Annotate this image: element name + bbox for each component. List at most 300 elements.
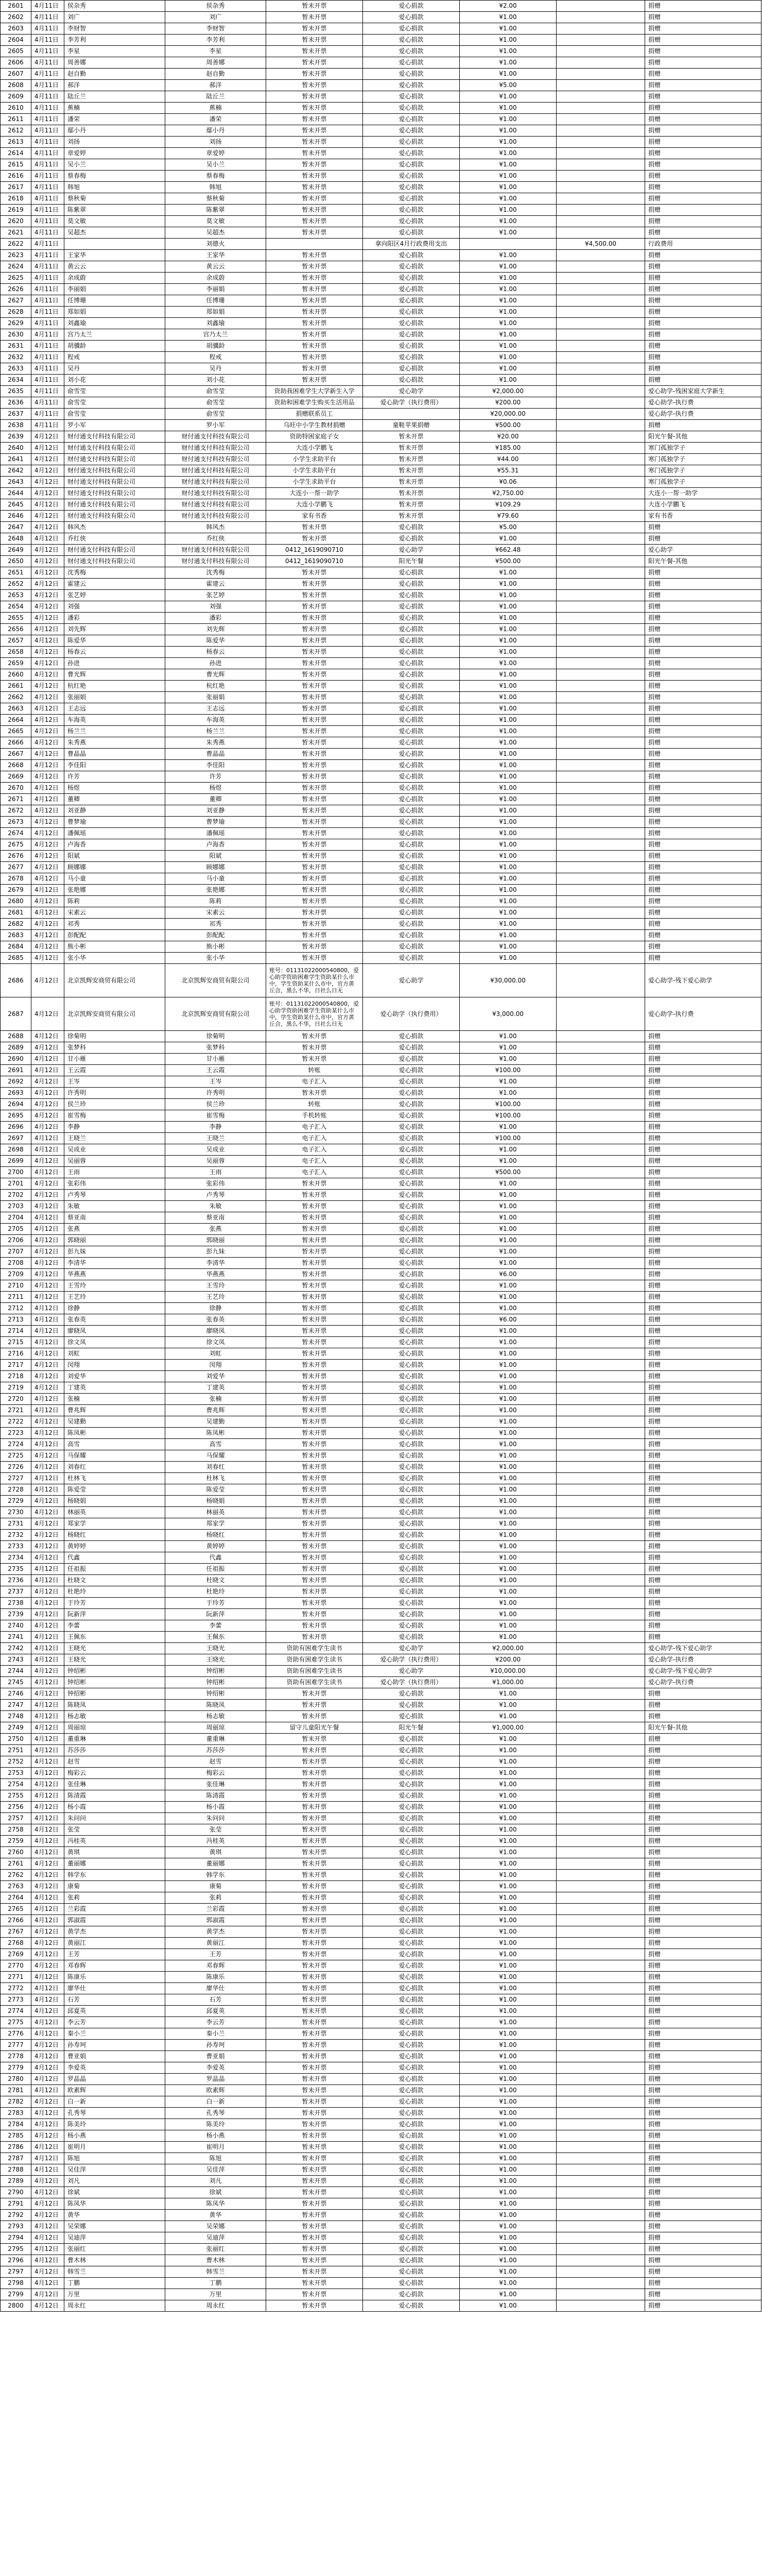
income-amount: ¥1.00 <box>460 1734 557 1745</box>
expense-amount <box>557 1688 645 1700</box>
income-amount: ¥1.00 <box>460 930 557 941</box>
payer-name: 黄云云 <box>64 261 165 273</box>
row-number: 2620 <box>1 216 31 227</box>
income-amount: ¥1.00 <box>460 1858 557 1870</box>
donor-name: 王志远 <box>165 703 266 715</box>
project-name: 捐赠 <box>645 1031 761 1042</box>
row-number: 2796 <box>1 2255 31 2266</box>
donor-name: 杨晓红 <box>165 1530 266 1541</box>
expense-amount <box>557 1700 645 1711</box>
payer-name: 刘小花 <box>64 375 165 386</box>
project-name: 捐赠 <box>645 352 761 363</box>
income-amount: ¥500.00 <box>460 1167 557 1178</box>
table-row <box>1 2130 761 2142</box>
payer-name: 李清华 <box>64 1258 165 1269</box>
row-number: 2769 <box>1 1949 31 1960</box>
project-name: 捐赠 <box>645 1394 761 1405</box>
row-date: 4月12日 <box>31 1122 64 1133</box>
expense-amount <box>557 1 645 12</box>
row-number: 2699 <box>1 1156 31 1167</box>
income-amount: ¥1.00 <box>460 1960 557 1972</box>
payer-name: 杨晓娟 <box>64 1496 165 1507</box>
row-number: 2710 <box>1 1280 31 1292</box>
description: 暂未开票 <box>266 2006 363 2017</box>
category: 爱心捐款 <box>363 1144 460 1156</box>
project-name: 捐赠 <box>645 1416 761 1428</box>
row-date: 4月12日 <box>31 1824 64 1836</box>
description: 暂未开票 <box>266 941 363 953</box>
expense-amount <box>557 46 645 57</box>
row-date: 4月12日 <box>31 1405 64 1416</box>
row-date: 4月12日 <box>31 1598 64 1609</box>
income-amount: ¥1.00 <box>460 1144 557 1156</box>
income-amount: ¥5.00 <box>460 522 557 533</box>
donor-name: 财付通支付科技有限公司 <box>165 465 266 477</box>
row-date: 4月12日 <box>31 703 64 715</box>
row-number: 2640 <box>1 443 31 454</box>
income-amount: ¥20.00 <box>460 431 557 443</box>
row-number: 2634 <box>1 375 31 386</box>
project-name: 寒门孤独学子 <box>645 454 761 465</box>
income-amount: ¥1.00 <box>460 1790 557 1802</box>
income-amount: ¥1.00 <box>460 1609 557 1620</box>
income-amount: ¥100.00 <box>460 1099 557 1110</box>
table-row <box>1 1609 761 1620</box>
category: 爱心捐款 <box>363 1881 460 1892</box>
row-date: 4月11日 <box>31 216 64 227</box>
project-name: 捐赠 <box>645 205 761 216</box>
description: 暂未开票 <box>266 669 363 681</box>
project-name: 捐赠 <box>645 1994 761 2006</box>
category: 爱心捐款 <box>363 805 460 817</box>
table-row <box>1 1564 761 1575</box>
row-number: 2698 <box>1 1144 31 1156</box>
category: 暂未开票 <box>363 431 460 443</box>
payer-name: 杨志敏 <box>64 1711 165 1722</box>
row-date: 4月11日 <box>31 137 64 148</box>
expense-amount <box>557 760 645 771</box>
category: 爱心捐款 <box>363 1405 460 1416</box>
description: 暂未开票 <box>266 2062 363 2074</box>
donor-name: 李丽娟 <box>165 284 266 295</box>
description: 暂未开票 <box>266 1711 363 1722</box>
income-amount: ¥1.00 <box>460 2198 557 2210</box>
income-amount: ¥1.00 <box>460 159 557 171</box>
row-number: 2650 <box>1 556 31 567</box>
row-number: 2763 <box>1 1881 31 1892</box>
row-number: 2795 <box>1 2244 31 2255</box>
project-name: 捐赠 <box>645 12 761 23</box>
payer-name: 车海英 <box>64 715 165 726</box>
table-row <box>1 953 761 964</box>
table-row <box>1 760 761 771</box>
expense-amount <box>557 919 645 930</box>
row-date: 4月11日 <box>31 341 64 352</box>
table-row <box>1 1768 761 1779</box>
expense-amount <box>557 692 645 703</box>
category: 爱心捐款 <box>363 885 460 896</box>
project-name: 捐赠 <box>645 1790 761 1802</box>
donor-name: 吴丹 <box>165 363 266 375</box>
row-number: 2753 <box>1 1768 31 1779</box>
row-date: 4月12日 <box>31 1360 64 1371</box>
description: 暂未开票 <box>266 80 363 91</box>
description: 暂未开票 <box>266 171 363 182</box>
expense-amount <box>557 1269 645 1280</box>
description: 转账 <box>266 1099 363 1110</box>
project-name: 捐赠 <box>645 1428 761 1439</box>
payer-name: 周丽琼 <box>64 1722 165 1734</box>
category: 爱心捐款 <box>363 2096 460 2108</box>
row-date: 4月12日 <box>31 1756 64 1768</box>
income-amount: ¥1.00 <box>460 103 557 114</box>
row-number: 2765 <box>1 1904 31 1915</box>
payer-name: 钟绍彬 <box>64 1666 165 1677</box>
table-row <box>1 1836 761 1847</box>
donor-name: 陈紫翠 <box>165 205 266 216</box>
row-number: 2678 <box>1 873 31 885</box>
category: 爱心捐款 <box>363 715 460 726</box>
income-amount: ¥100.00 <box>460 1110 557 1122</box>
expense-amount <box>557 1246 645 1258</box>
description: 暂未开票 <box>266 1813 363 1824</box>
table-row <box>1 1496 761 1507</box>
income-amount: ¥1.00 <box>460 1541 557 1552</box>
row-number: 2743 <box>1 1654 31 1666</box>
row-date: 4月12日 <box>31 1462 64 1473</box>
description: 暂未开票 <box>266 737 363 749</box>
row-date: 4月12日 <box>31 567 64 579</box>
donor-name: 财付通支付科技有限公司 <box>165 511 266 522</box>
row-date: 4月12日 <box>31 805 64 817</box>
expense-amount <box>557 2108 645 2119</box>
row-date: 4月12日 <box>31 1484 64 1496</box>
payer-name: 许芳 <box>64 771 165 783</box>
payer-name: 张彩伟 <box>64 1178 165 1190</box>
table-row <box>1 1824 761 1836</box>
income-amount: ¥1.00 <box>460 1473 557 1484</box>
expense-amount <box>557 1983 645 1994</box>
category: 爱心捐款 <box>363 590 460 601</box>
income-amount: ¥1.00 <box>460 2232 557 2244</box>
donor-name: 王晓光 <box>165 1654 266 1666</box>
row-number: 2686 <box>1 964 31 997</box>
row-date: 4月11日 <box>31 284 64 295</box>
donor-name: 财付通支付科技有限公司 <box>165 477 266 488</box>
payer-name: 陈美玲 <box>64 2119 165 2130</box>
row-date: 4月12日 <box>31 1496 64 1507</box>
donor-name: 蔡亚南 <box>165 1212 266 1224</box>
row-number: 2761 <box>1 1858 31 1870</box>
category: 爱心捐款 <box>363 1042 460 1054</box>
table-row <box>1 2096 761 2108</box>
donor-name: 张佳琳 <box>165 1779 266 1790</box>
category: 暂未开票 <box>363 454 460 465</box>
income-amount: ¥1.00 <box>460 703 557 715</box>
table-row <box>1 2085 761 2096</box>
row-number: 2611 <box>1 114 31 125</box>
project-name: 捐赠 <box>645 1178 761 1190</box>
donor-name: 侯兰珍 <box>165 1099 266 1110</box>
row-number: 2799 <box>1 2289 31 2300</box>
category: 爱心捐款 <box>363 2040 460 2051</box>
income-amount: ¥1.00 <box>460 896 557 907</box>
payer-name: 黄婷婷 <box>64 1541 165 1552</box>
category: 爱心捐款 <box>363 1858 460 1870</box>
income-amount: ¥1.00 <box>460 35 557 46</box>
row-date: 4月12日 <box>31 1847 64 1858</box>
category: 爱心捐款 <box>363 1745 460 1756</box>
payer-name: 王芳 <box>64 1949 165 1960</box>
description: 暂未开票 <box>266 12 363 23</box>
payer-name: 周永红 <box>64 2300 165 2312</box>
row-date: 4月11日 <box>31 227 64 239</box>
category: 爱心捐款 <box>363 1938 460 1949</box>
description: 暂未开票 <box>266 1314 363 1326</box>
category: 爱心捐款 <box>363 1972 460 1983</box>
table-row <box>1 941 761 953</box>
income-amount: ¥1.00 <box>460 885 557 896</box>
project-name: 捐赠 <box>645 57 761 69</box>
description: 暂未开票 <box>266 953 363 964</box>
project-name: 捐赠 <box>645 1949 761 1960</box>
project-name: 捐赠 <box>645 1314 761 1326</box>
income-amount: ¥1.00 <box>460 1382 557 1394</box>
category: 暂未开票 <box>363 465 460 477</box>
row-number: 2696 <box>1 1122 31 1133</box>
project-name: 爱心助学 <box>645 545 761 556</box>
income-amount: ¥1.00 <box>460 1904 557 1915</box>
category: 爱心捐款 <box>363 1813 460 1824</box>
income-amount: ¥185.00 <box>460 443 557 454</box>
project-name: 捐赠 <box>645 1088 761 1099</box>
donor-name: 刘德火 <box>165 239 266 250</box>
donor-name: 陈康乐 <box>165 1972 266 1983</box>
payer-name: 王岑 <box>64 1076 165 1088</box>
category: 爱心捐款 <box>363 1416 460 1428</box>
category: 爱心捐款 <box>363 171 460 182</box>
project-name: 捐赠 <box>645 159 761 171</box>
row-number: 2614 <box>1 148 31 159</box>
table-row <box>1 1416 761 1428</box>
income-amount: ¥1.00 <box>460 647 557 658</box>
donor-name: 胡骥龄 <box>165 341 266 352</box>
category: 爱心捐款 <box>363 941 460 953</box>
income-amount: ¥1.00 <box>460 1428 557 1439</box>
category: 爱心捐款 <box>363 1156 460 1167</box>
expense-amount <box>557 2244 645 2255</box>
donor-name: 宋素云 <box>165 907 266 919</box>
payer-name: 宫乃太兰 <box>64 329 165 341</box>
row-number: 2636 <box>1 397 31 409</box>
expense-amount <box>557 737 645 749</box>
table-row <box>1 1722 761 1734</box>
description: 乌旺中小学生教材捐赠 <box>266 420 363 431</box>
donor-name: 俞雪莹 <box>165 409 266 420</box>
description: 暂未开票 <box>266 341 363 352</box>
description: 暂未开票 <box>266 896 363 907</box>
row-number: 2756 <box>1 1802 31 1813</box>
donor-name: 华燕燕 <box>165 1269 266 1280</box>
project-name: 捐赠 <box>645 318 761 329</box>
donor-name: 杨春云 <box>165 647 266 658</box>
project-name: 捐赠 <box>645 579 761 590</box>
row-number: 2618 <box>1 193 31 205</box>
payer-name: 杨兰兰 <box>64 726 165 737</box>
project-name: 捐赠 <box>645 1054 761 1065</box>
income-amount: ¥2,000.00 <box>460 1643 557 1654</box>
description: 转账 <box>266 1065 363 1076</box>
expense-amount <box>557 465 645 477</box>
row-date: 4月11日 <box>31 307 64 318</box>
table-row <box>1 839 761 851</box>
row-date: 4月12日 <box>31 1677 64 1688</box>
project-name: 捐赠 <box>645 1632 761 1643</box>
description: 暂未开票 <box>266 1337 363 1348</box>
category: 爱心捐款 <box>363 1575 460 1586</box>
donor-name: 吴丽蓉 <box>165 1156 266 1167</box>
project-name: 捐赠 <box>645 771 761 783</box>
row-number: 2757 <box>1 1813 31 1824</box>
expense-amount <box>557 703 645 715</box>
payer-name: 侯兰珍 <box>64 1099 165 1110</box>
table-row <box>1 2221 761 2232</box>
description: 暂未开票 <box>266 2232 363 2244</box>
donor-name: 杜艳玲 <box>165 1586 266 1598</box>
row-date: 4月12日 <box>31 1280 64 1292</box>
donor-name: 张楠 <box>165 1394 266 1405</box>
category: 爱心捐款 <box>363 1530 460 1541</box>
description: 暂未开票 <box>266 1031 363 1042</box>
income-amount: ¥1.00 <box>460 1994 557 2006</box>
income-amount: ¥1.00 <box>460 1258 557 1269</box>
expense-amount <box>557 2255 645 2266</box>
expense-amount <box>557 1428 645 1439</box>
donor-name: 北京凯辉安商贸有限公司 <box>165 997 266 1031</box>
row-number: 2669 <box>1 771 31 783</box>
project-name: 捐赠 <box>645 1484 761 1496</box>
table-row <box>1 1133 761 1144</box>
payer-name: 董重琳 <box>64 1734 165 1745</box>
description: 暂未开票 <box>266 1836 363 1847</box>
income-amount: ¥1.00 <box>460 1700 557 1711</box>
table-row <box>1 681 761 692</box>
donor-name: 陈爱莹 <box>165 1484 266 1496</box>
category: 爱心捐款 <box>363 624 460 635</box>
payer-name: 杨春云 <box>64 647 165 658</box>
category: 爱心捐款 <box>363 2017 460 2028</box>
row-date: 4月12日 <box>31 862 64 873</box>
row-number: 2784 <box>1 2119 31 2130</box>
payer-name: 吴小兰 <box>64 159 165 171</box>
project-name: 捐赠 <box>645 261 761 273</box>
category: 爱心捐款 <box>363 749 460 760</box>
donor-name: 卢海香 <box>165 839 266 851</box>
income-amount: ¥1.00 <box>460 851 557 862</box>
table-row <box>1 1439 761 1450</box>
donor-name: 欧素辉 <box>165 2085 266 2096</box>
expense-amount <box>557 624 645 635</box>
payer-name: 财付通支付科技有限公司 <box>64 431 165 443</box>
payer-name: 刘虹 <box>64 1348 165 1360</box>
donor-name: 杨晓娟 <box>165 1496 266 1507</box>
table-row <box>1 386 761 397</box>
income-amount: ¥1.00 <box>460 590 557 601</box>
donor-name: 李爱英 <box>165 2062 266 2074</box>
payer-name: 王家华 <box>64 250 165 261</box>
table-row <box>1 1235 761 1246</box>
row-date: 4月12日 <box>31 1428 64 1439</box>
donor-name: 章爱婷 <box>165 148 266 159</box>
category: 爱心捐款 <box>363 80 460 91</box>
payer-name: 郭淑霞 <box>64 1915 165 1926</box>
description: 暂未开票 <box>266 1428 363 1439</box>
project-name: 捐赠 <box>645 681 761 692</box>
row-date: 4月12日 <box>31 997 64 1031</box>
description: 暂未开票 <box>266 1303 363 1314</box>
table-row <box>1 2028 761 2040</box>
income-amount: ¥1.00 <box>460 1156 557 1167</box>
category: 爱心捐款 <box>363 1632 460 1643</box>
row-number: 2725 <box>1 1450 31 1462</box>
donor-name: 陈凤华 <box>165 2198 266 2210</box>
payer-name: 许秀明 <box>64 1088 165 1099</box>
table-row <box>1 420 761 431</box>
project-name: 捐赠 <box>645 103 761 114</box>
row-date: 4月12日 <box>31 1802 64 1813</box>
income-amount: ¥1.00 <box>460 771 557 783</box>
donor-name: 董重琳 <box>165 1734 266 1745</box>
row-date: 4月12日 <box>31 1609 64 1620</box>
category: 爱心捐款 <box>363 1450 460 1462</box>
expense-amount <box>557 1201 645 1212</box>
category: 爱心捐款 <box>363 1201 460 1212</box>
donor-name: 代鑫 <box>165 1552 266 1564</box>
category: 爱心捐款 <box>363 2074 460 2085</box>
description: 暂未开票 <box>266 1 363 12</box>
row-number: 2783 <box>1 2108 31 2119</box>
payer-name: 韩旭 <box>64 182 165 193</box>
payer-name: 邱夏英 <box>64 2006 165 2017</box>
donor-name: 张燕 <box>165 1224 266 1235</box>
income-amount: ¥1.00 <box>460 579 557 590</box>
row-number: 2703 <box>1 1201 31 1212</box>
payer-name: 白一新 <box>64 2096 165 2108</box>
table-row <box>1 1530 761 1541</box>
donor-name: 陈旭 <box>165 2153 266 2164</box>
expense-amount <box>557 386 645 397</box>
category: 爱心捐款 <box>363 57 460 69</box>
row-number: 2627 <box>1 295 31 307</box>
expense-amount <box>557 2096 645 2108</box>
row-number: 2688 <box>1 1031 31 1042</box>
table-row <box>1 964 761 997</box>
table-row <box>1 669 761 681</box>
table-row <box>1 1110 761 1122</box>
row-date: 4月12日 <box>31 2232 64 2244</box>
description: 暂未开票 <box>266 907 363 919</box>
payer-name: 张燕 <box>64 1224 165 1235</box>
project-name: 捐赠 <box>645 137 761 148</box>
expense-amount <box>557 1847 645 1858</box>
income-amount: ¥1.00 <box>460 1201 557 1212</box>
row-date: 4月11日 <box>31 171 64 182</box>
description: 暂未开票 <box>266 567 363 579</box>
table-row <box>1 545 761 556</box>
expense-amount <box>557 273 645 284</box>
donor-name: 李蕾 <box>165 1620 266 1632</box>
row-number: 2751 <box>1 1745 31 1756</box>
